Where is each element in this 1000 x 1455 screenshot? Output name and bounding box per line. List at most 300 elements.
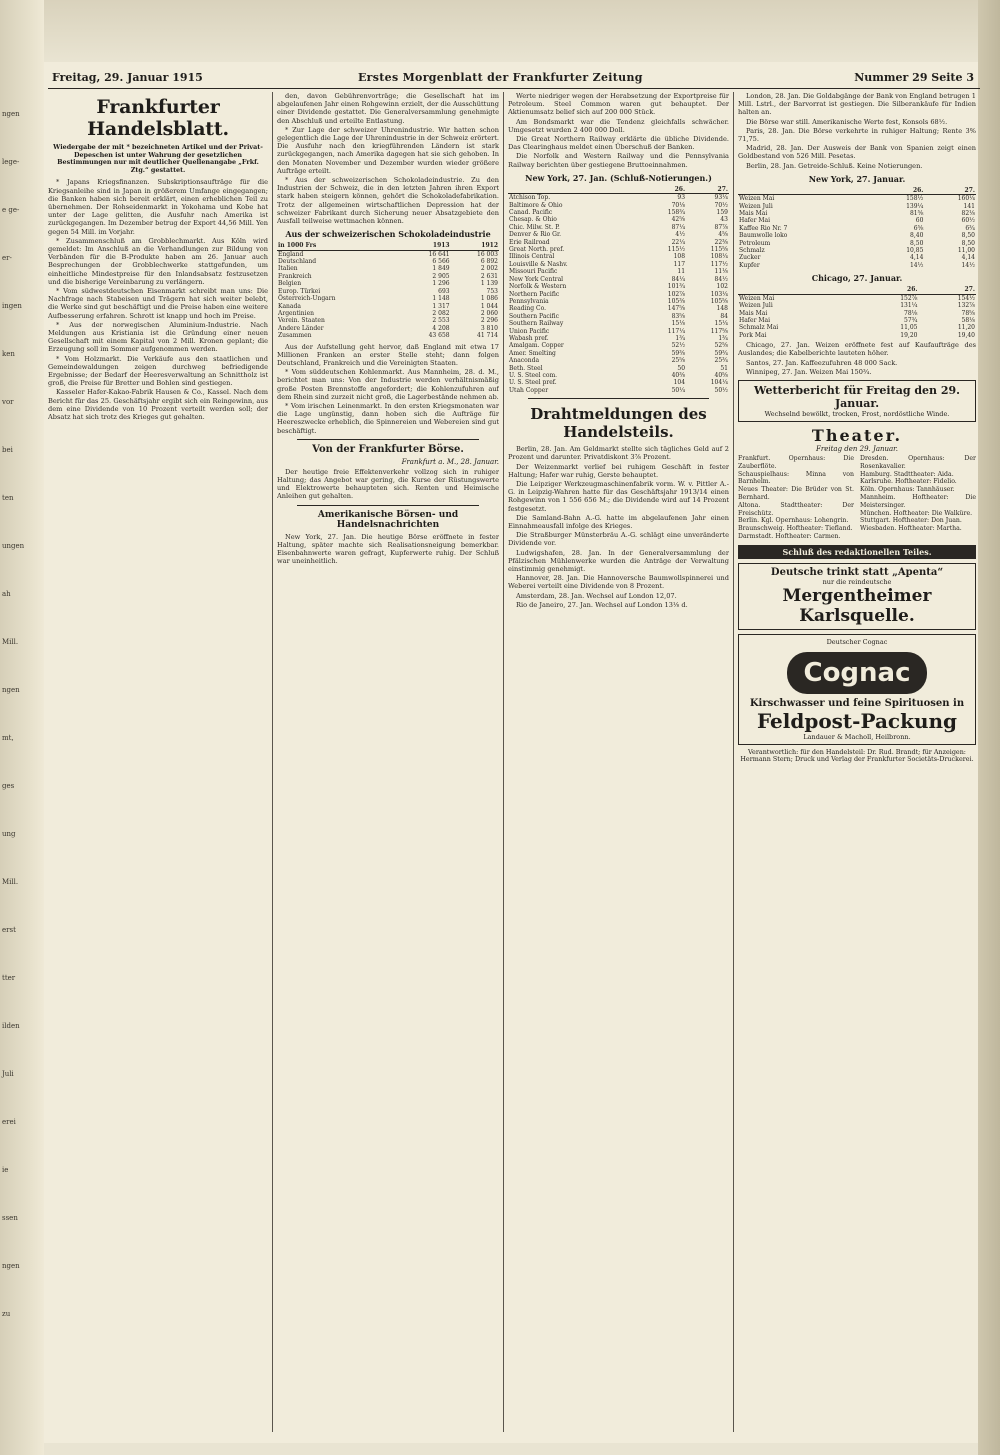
table-cell: Amer. Smelting bbox=[509, 349, 556, 357]
edge-fragment: Mill. bbox=[2, 638, 19, 646]
wire-item: Rio de Janeiro, 27. Jan. Wechsel auf London 13⅛ d. bbox=[516, 600, 688, 609]
table-cell: 6¾ bbox=[965, 224, 975, 232]
table-row bbox=[277, 265, 499, 272]
table-cell: 2 060 bbox=[480, 309, 498, 317]
edge-fragment: erei bbox=[2, 1118, 16, 1126]
table-cell: 84½ bbox=[714, 275, 728, 283]
table-row bbox=[508, 342, 729, 349]
article: den, davon Gebührenvorträge; die Gesellschaft hat im abgelaufenen Jahr einen Rohgewinn erzielt, der die Ausschüttung einer Dividende gestattet. Die Generalversammlung genehmigte den Abschluß und erteilte Entlastung. bbox=[277, 92, 499, 125]
table-cell: Hafer Mai bbox=[739, 217, 770, 225]
edge-fragment: ingen bbox=[2, 302, 22, 310]
edge-fragment: ung bbox=[2, 830, 16, 838]
table-cell: 14½ bbox=[909, 261, 924, 269]
ad-line: Deutscher Cognac bbox=[826, 637, 888, 646]
column-header: 27. bbox=[924, 187, 976, 195]
article: * Aus der norwegischen Aluminium-Industrie. Nach Meldungen aus Kristiania ist die Gründung einer neuen Gesellschaft mit einem Kapital von 2 Mill. Kronen geplant; die Erzeugung soll im Sommer aufgenommen werden. bbox=[48, 320, 268, 354]
section-text bbox=[277, 533, 499, 566]
table-cell: 11⅛ bbox=[714, 268, 728, 276]
edge-fragment: lege- bbox=[2, 158, 20, 166]
edge-fragment: ngen bbox=[2, 110, 20, 118]
table-cell: 158¾ bbox=[667, 209, 686, 217]
table-cell: 117⅝ bbox=[710, 327, 728, 335]
table-cell: 6 892 bbox=[480, 258, 498, 266]
table-row bbox=[277, 288, 499, 295]
table-cell: 1 317 bbox=[432, 302, 450, 310]
table-cell: 8,50 bbox=[910, 239, 924, 247]
table-row bbox=[738, 294, 976, 302]
table-cell: Atchison Top. bbox=[509, 194, 551, 202]
table-cell: 58⅛ bbox=[961, 316, 975, 324]
wire-reports bbox=[508, 445, 729, 609]
edge-fragment: ungen bbox=[2, 542, 25, 550]
wire-item: Der Weizenmarkt verlief bei ruhigem Geschäft in fester Haltung; Hafer war ruhig, Gerste behauptet. bbox=[508, 462, 729, 479]
table-cell: 19,20 bbox=[900, 331, 918, 339]
article-list bbox=[277, 92, 499, 225]
table-cell: 57¾ bbox=[904, 316, 918, 324]
table-row bbox=[508, 224, 729, 231]
table-cell: 81⅝ bbox=[909, 210, 924, 218]
table-cell: 15¼ bbox=[714, 320, 728, 328]
table-cell: Mais Mai bbox=[739, 210, 768, 218]
table-cell: Canad. Pacific bbox=[509, 209, 553, 217]
table-cell: 1¾ bbox=[718, 334, 728, 342]
table-row bbox=[738, 247, 976, 254]
table-row bbox=[508, 387, 729, 394]
edge-fragment: tter bbox=[2, 974, 16, 982]
table-row bbox=[508, 283, 729, 290]
masthead-title: Erstes Morgenblatt der Frankfurter Zeitung bbox=[358, 71, 643, 84]
table-row bbox=[508, 261, 729, 268]
table-cell: 141 bbox=[963, 202, 975, 210]
edge-fragment: Mill. bbox=[2, 878, 19, 886]
edge-fragment: ngen bbox=[2, 686, 20, 694]
table-cell: New York Central bbox=[509, 275, 564, 283]
table-cell: 16 641 bbox=[428, 250, 450, 258]
table-row bbox=[277, 273, 499, 280]
table-cell: 50½ bbox=[714, 386, 728, 394]
table-cell: 148 bbox=[716, 305, 728, 313]
table-cell: 1¾ bbox=[675, 334, 686, 342]
table-cell: 8,50 bbox=[961, 239, 975, 247]
karlsquelle-ad bbox=[738, 563, 976, 630]
table-cell: 102 bbox=[716, 283, 728, 291]
table-cell: 693 bbox=[438, 287, 450, 295]
article: * Aus der schweizerischen Schokoladeindustrie. Zu den Industrien der Schweiz, die in den letzten Jahren ihren Export stark haben steigern können, gehört die Schokoladefabrikation. Trotz der allgemeinen wirtschaftlichen Depression hat der schweizer Fabrikant durch Sicherung neuer Absatzgebiete den Ausfall teilweise wettmachen können. bbox=[277, 176, 499, 226]
table-cell: 10,85 bbox=[906, 247, 924, 255]
table-row bbox=[277, 295, 499, 302]
table-row bbox=[508, 298, 729, 305]
edge-fragment: ah bbox=[2, 590, 11, 598]
article: London, 28. Jan. Die Goldabgänge der Bank von England betrugen 1 Mill. Lstrl., der Barvorrat ist gestiegen. Die Silberankäufe für Indien halten an. bbox=[738, 92, 976, 117]
table-cell: 1 086 bbox=[480, 295, 498, 303]
table-cell: 40⅝ bbox=[714, 371, 728, 379]
table-cell: 4⅝ bbox=[718, 231, 728, 239]
export-table bbox=[277, 242, 499, 339]
table-row bbox=[277, 317, 499, 324]
table-row bbox=[277, 303, 499, 310]
edge-fragment: ten bbox=[2, 494, 14, 502]
table-cell: 84 bbox=[720, 312, 728, 320]
article: * Zur Lage der schweizer Uhrenindustrie. Wir hatten schon gelegentlich die Lage der Uhrenindustrie in der Schweiz erörtert. Die Ausfuhr nach den kriegführenden Ländern ist stark zurückgegangen, nach Amerika dagegen hat sie sich gehoben. In den Monaten November und Dezember wurden wieder größere Aufträge erteilt. bbox=[277, 125, 499, 175]
table-cell: Deutschland bbox=[278, 258, 317, 266]
edge-fragment: ges bbox=[2, 782, 15, 790]
column-header bbox=[738, 187, 873, 195]
edge-fragment: ilden bbox=[2, 1022, 20, 1030]
wire-item: Die Straßburger Münsterbräu A.-G. schlägt eine unveränderte Dividende vor. bbox=[508, 531, 729, 548]
imprint: Verantwortlich: für den Handelsteil: Dr. Rud. Brandt; für Anzeigen: Hermann Stern; Druck und Verlag der Frankfurter Societäts-Druckerei. bbox=[740, 747, 974, 764]
table-cell: Schmalz bbox=[739, 247, 765, 255]
table-row bbox=[277, 310, 499, 317]
table-cell: Great North. pref. bbox=[509, 246, 565, 254]
ad-company: Landauer & Macholl, Heilbronn. bbox=[803, 732, 911, 741]
table-cell: 117¼ bbox=[667, 327, 686, 335]
theater-entry: Braunschweig. Hoftheater: Tiefland. bbox=[738, 525, 853, 533]
table-cell: 84¼ bbox=[671, 275, 686, 283]
table-cell: 40⅜ bbox=[671, 371, 686, 379]
table-cell: 158½ bbox=[906, 195, 924, 203]
article: Die Börse war still. Amerikanische Werte fest, Konsols 68½. bbox=[746, 117, 948, 126]
ad-brand: Mergentheimer Karlsquelle. bbox=[782, 585, 932, 626]
table-cell: 83⅝ bbox=[671, 312, 686, 320]
table-cell: 22⅜ bbox=[714, 238, 728, 246]
theater-entry: Altona. Stadttheater: Der Freischütz. bbox=[738, 501, 854, 517]
table-cell: 3 810 bbox=[480, 324, 498, 332]
article: * Vom irischen Leinenmarkt. In den ersten Kriegsmonaten war die Lage ungünstig, dann hoben sich die Aufträge für Heereszwecke erheblich, die Spinnereien und Webereien sind gut beschäftigt. bbox=[277, 401, 499, 435]
table-cell: 1 139 bbox=[480, 280, 498, 288]
table-row bbox=[508, 365, 729, 372]
table-cell: 2 905 bbox=[432, 272, 450, 280]
edge-fragment: e ge- bbox=[2, 206, 20, 214]
table-row bbox=[738, 232, 976, 239]
article: Winnipeg, 27. Jan. Weizen Mai 150¾. bbox=[746, 367, 872, 376]
table-cell: 93 bbox=[677, 194, 686, 202]
table-cell: 101¾ bbox=[667, 283, 686, 291]
article: * Vom Holzmarkt. Die Verkäufe aus den staatlichen und Gemeindewaldungen zeigen durchweg befriedigende Ergebnisse; der Bedarf der Heeresverwaltung an Schnittholz ist groß, die Preise für Bretter und Bohlen sind gestiegen. bbox=[48, 354, 268, 388]
table-cell: 43 bbox=[720, 216, 728, 224]
table-cell: 103¼ bbox=[710, 290, 728, 298]
table-cell: 22¼ bbox=[671, 238, 686, 246]
commodity-table bbox=[738, 286, 976, 339]
table-cell: 15⅛ bbox=[671, 320, 686, 328]
column-rule bbox=[733, 92, 734, 1432]
theater-entry: Mannheim. Hoftheater: Die Meistersinger. bbox=[860, 493, 976, 509]
table-cell: 154½ bbox=[957, 294, 975, 302]
table-header-row bbox=[738, 187, 976, 195]
table-row bbox=[508, 335, 729, 342]
table-row bbox=[738, 332, 976, 339]
article: Die Great Northern Railway erklärte die übliche Dividende. Das Clearinghaus meldet einen Überschuß der Banken. bbox=[508, 135, 729, 152]
table-cell: 78⅝ bbox=[961, 309, 975, 317]
table-row bbox=[508, 268, 729, 275]
table-title: Chicago, 27. Januar. bbox=[811, 273, 903, 284]
theater-listing bbox=[738, 455, 976, 541]
table-cell: 8,40 bbox=[910, 232, 924, 240]
table-cell: 102⅞ bbox=[667, 290, 686, 298]
theater-entry: Stuttgart. Hoftheater: Don Juan. bbox=[860, 517, 962, 525]
column-3 bbox=[508, 92, 729, 1432]
table-cell: 11 bbox=[677, 268, 686, 276]
column-header: 27. bbox=[686, 186, 729, 194]
table-cell: 131¼ bbox=[900, 302, 918, 310]
column-header: 26. bbox=[861, 286, 919, 294]
table-cell: Frankreich bbox=[278, 272, 312, 280]
table-cell: Union Pacific bbox=[509, 327, 550, 335]
theater-title: Theater. bbox=[811, 425, 903, 445]
table-cell: Chesap. & Ohio bbox=[509, 216, 557, 224]
table-row bbox=[508, 320, 729, 327]
table-header-row bbox=[277, 242, 499, 250]
table-row bbox=[738, 254, 976, 261]
table-row bbox=[277, 280, 499, 287]
section-headline: Frankfurter Handelsblatt. bbox=[87, 96, 229, 140]
page-masthead bbox=[48, 68, 980, 89]
table-cell: 105⅜ bbox=[667, 297, 686, 305]
table-cell: 117½ bbox=[710, 260, 728, 268]
article: Kasseler Hafer-Kakao-Fabrik Hausen & Co., Kassel. Nach dem Bericht für das 25. Geschäftsjahr ergibt sich ein Reingewinn, aus dem eine Dividende von 10 Prozent verteilt werden soll; der Absatz hat sich trotz des Krieges gut gehalten. bbox=[48, 388, 268, 422]
theater-entry: München. Hoftheater: Die Walküre. bbox=[860, 509, 973, 517]
article: * Japans Kriegsfinanzen. Subskriptionsaufträge für die Kriegsanleihe sind in Japan in größerem Umfange eingegangen; die Banken haben sich bereit erklärt, einen erheblichen Teil zu übernehmen. Der Rohseidenmarkt in Yokohama und Kobe hat unter der Lage gelitten, die Ausfuhr nach Amerika ist zurückgegangen. Im Dezember betrug der Export 44,56 Mill. Yen gegen 54 Mill. im Vorjahr. bbox=[48, 178, 268, 236]
article: Am Bondsmarkt war die Tendenz gleichfalls schwächer. Umgesetzt wurden 2 400 000 Doll. bbox=[508, 117, 729, 134]
table-cell: 1 148 bbox=[432, 295, 450, 303]
table-cell: 2 631 bbox=[480, 272, 498, 280]
table-row bbox=[508, 194, 729, 202]
paragraph: Der heutige freie Effektenverkehr vollzog sich in ruhiger Haltung; das Angebot war gering, die Kurse der Rüstungswerte und Elektrowerte behaupteten sich. Renten und Heimische Anleihen gut gehalten. bbox=[277, 467, 499, 501]
table-cell: Europ. Türkei bbox=[278, 287, 321, 295]
table-cell: 108 bbox=[673, 253, 686, 261]
table-cell: 52½ bbox=[671, 342, 686, 350]
weather-title: Wetterbericht für Freitag den 29. Januar. bbox=[753, 383, 960, 410]
article: Madrid, 28. Jan. Der Ausweis der Bank von Spanien zeigt einen Goldbestand von 526 Mill. Pesetas. bbox=[738, 144, 976, 161]
cognac-ad bbox=[738, 634, 976, 745]
table-cell: 43 658 bbox=[428, 332, 450, 340]
article-list bbox=[738, 341, 976, 376]
edge-fragment: erst bbox=[2, 926, 16, 934]
wire-item: Die Leipziger Werkzeugmaschinenfabrik vorm. W. v. Pittler A.-G. in Leipzig-Wahren hatte für das Geschäftsjahr 1913/14 einen Rohgewinn von 1 556 656 M.; die Dividende wird auf 14 Prozent festgesetzt. bbox=[508, 480, 729, 513]
paragraph: New York, 27. Jan. Die heutige Börse eröffnete in fester Haltung, später machte sich Realisationsneigung bemerkbar. Eisenbahnwerte waren gefragt, Kupferwerte ruhig. Der Schluß war uneinheitlich. bbox=[277, 532, 499, 566]
table-cell: Utah Copper bbox=[509, 386, 549, 394]
table-cell: Baumwolle loko bbox=[739, 232, 788, 240]
table-cell: 147⅝ bbox=[667, 305, 686, 313]
table-cell: Louisville & Nashv. bbox=[509, 260, 568, 268]
wire-item: Die Samland-Bahn A.-G. hatte im abgelaufenen Jahr einen Einnahmeausfall infolge des Krieges. bbox=[508, 513, 729, 531]
table-row bbox=[508, 328, 729, 335]
table-cell: Erie Railroad bbox=[509, 238, 550, 246]
table-cell: 14½ bbox=[961, 261, 975, 269]
table-cell: Belgien bbox=[278, 280, 302, 288]
table-cell: 108¼ bbox=[710, 253, 728, 261]
column-rule bbox=[503, 92, 504, 1432]
table-cell: Anaconda bbox=[509, 357, 540, 365]
divider bbox=[297, 505, 479, 506]
table-cell: Kupfer bbox=[739, 261, 760, 269]
article: Berlin, 28. Jan. Getreide-Schluß. Keine Notierungen. bbox=[746, 161, 923, 170]
table-cell: Southern Railway bbox=[509, 320, 564, 328]
table-row bbox=[738, 262, 976, 269]
theater-entry: Berlin. Kgl. Opernhaus: Lohengrin. bbox=[738, 517, 849, 525]
table-row bbox=[508, 202, 729, 209]
table-cell: 50 bbox=[677, 364, 686, 372]
table-row bbox=[508, 216, 729, 223]
table-cell: 1 296 bbox=[432, 280, 450, 288]
wire-item: Hannover, 28. Jan. Die Hannoversche Baumwollspinnerei und Weberei verteilt eine Dividende von 8 Prozent. bbox=[508, 574, 729, 591]
table-cell: Österreich-Ungarn bbox=[278, 295, 336, 303]
table-cell: Italien bbox=[278, 265, 298, 273]
table-cell: 8,50 bbox=[961, 232, 975, 240]
table-cell: 2 002 bbox=[480, 265, 498, 273]
table-cell: Schmalz Mai bbox=[739, 324, 779, 332]
article-list bbox=[508, 92, 729, 169]
theater-entry: Köln. Opernhaus: Tannhäuser. bbox=[860, 486, 955, 494]
table-cell: 41 714 bbox=[477, 332, 498, 340]
edge-fragment: zu bbox=[2, 1310, 11, 1318]
table-cell: 87⅞ bbox=[714, 223, 728, 231]
table-cell: 115⅝ bbox=[710, 246, 728, 254]
article: Paris, 28. Jan. Die Börse verkehrte in ruhiger Haltung; Rente 3% 71,75. bbox=[738, 126, 976, 144]
table-row bbox=[508, 239, 729, 246]
table-cell: 70⅛ bbox=[671, 201, 686, 209]
table-cell: 11,20 bbox=[957, 324, 975, 332]
table-row bbox=[277, 250, 499, 258]
table-cell: Verein. Staaten bbox=[278, 317, 325, 325]
article: * Vom süddeutschen Kohlenmarkt. Aus Mannheim, 28. d. M., berichtet man uns: Von der Industrie werden verhältnismäßig große Posten Brennstoffe angefordert; die Kohlenzufuhren auf dem Rhein sind zurzeit nicht groß, die Lagerbestände nehmen ab. bbox=[277, 368, 499, 401]
table-cell: Weizen Mai bbox=[739, 294, 775, 302]
table-cell: Hafer Mai bbox=[739, 316, 770, 324]
table-cell: 51 bbox=[720, 364, 728, 372]
table-row bbox=[508, 253, 729, 260]
table-cell: 2 082 bbox=[432, 309, 450, 317]
table-cell: Chic. Milw. St. P. bbox=[509, 223, 560, 231]
theater-entry: Neues Theater: Die Brüder von St. Bernhard. bbox=[738, 486, 854, 501]
table-cell: Wabash pref. bbox=[509, 334, 549, 342]
table-cell: 93¼ bbox=[714, 194, 728, 202]
ad-line: nur die reindeutsche bbox=[822, 577, 892, 586]
table-row bbox=[738, 324, 976, 331]
table-row bbox=[738, 217, 976, 224]
table-cell: 6 566 bbox=[432, 258, 450, 266]
edge-fragment: ie bbox=[2, 1166, 9, 1174]
theater-entry: Karlsruhe. Hoftheater: Fidelio. bbox=[860, 478, 957, 486]
table-cell: 11,05 bbox=[900, 324, 918, 332]
table-cell: 70½ bbox=[714, 201, 728, 209]
divider bbox=[528, 398, 709, 399]
wire-item: Amsterdam, 28. Jan. Wechsel auf London 12,07. bbox=[516, 591, 677, 600]
table-row bbox=[738, 302, 976, 309]
table-cell: 82⅛ bbox=[961, 210, 975, 218]
table-cell: Pennsylvania bbox=[509, 297, 549, 305]
table-cell: 19,40 bbox=[957, 331, 975, 339]
article: Chicago, 27. Jan. Weizen eröffnete fest auf Kaufaufträge des Auslandes; die Kabelberichte lauteten höher. bbox=[738, 341, 976, 358]
table-header-row bbox=[738, 286, 976, 294]
theater-entry: Hamburg. Stadttheater: Aida. bbox=[860, 470, 954, 478]
theater-entry: Schauspielhaus: Minna von Barnhelm. bbox=[738, 470, 854, 486]
table-row bbox=[508, 231, 729, 238]
table-cell: 1 849 bbox=[432, 265, 450, 273]
table-cell: Amalgam. Copper bbox=[509, 342, 564, 350]
ad-line: Kirschwasser und feine Spirituosen in bbox=[749, 697, 965, 709]
article: * Zusammenschluß am Grobblechmarkt. Aus Köln wird gemeldet: Im Anschluß an die Verhandlungen zur Bildung von Verbänden für die B-Produkte haben am 26. Januar auch Besprechungen der Grobblechwerke stattgefunden, um einheitliche Mindestpreise für den Inlandsabsatz festzusetzen und die bisherige Vereinbarung zu verlängern. bbox=[48, 236, 268, 286]
divider bbox=[297, 439, 479, 440]
commodity-table bbox=[738, 187, 976, 269]
table-row bbox=[738, 317, 976, 324]
theater-entry: Darmstadt. Hoftheater: Carmen. bbox=[738, 532, 841, 540]
wire-item: Berlin, 28. Jan. Am Geldmarkt stellte sich tägliches Geld auf 2 Prozent und darunter. Privatdiskont 3⅞ Prozent. bbox=[508, 445, 729, 462]
table-cell: Baltimore & Ohio bbox=[509, 201, 563, 209]
table-row bbox=[738, 195, 976, 203]
table-row bbox=[508, 246, 729, 253]
column-header: 1912 bbox=[451, 242, 499, 250]
table-cell: Illinois Central bbox=[509, 253, 555, 261]
ad-line: Deutsche trinkt statt „Apenta“ bbox=[770, 566, 944, 578]
table-cell: Weizen Juli bbox=[739, 202, 773, 210]
ad-headline: Feldpost-Packung bbox=[756, 708, 958, 733]
table-cell: Mais Mai bbox=[739, 309, 768, 317]
table-cell: 115½ bbox=[667, 246, 686, 254]
article: Santos, 27. Jan. Kaffeezufuhren 48 000 Sack. bbox=[746, 358, 898, 367]
table-cell: 50¼ bbox=[671, 386, 686, 394]
table-cell: 42⅝ bbox=[671, 216, 686, 224]
table-title: New York, 27. Januar. bbox=[808, 173, 906, 184]
column-header: in 1000 Frs bbox=[277, 242, 402, 250]
table-cell: Beth. Steel bbox=[509, 364, 543, 372]
editorial-end-bar: Schluß des redaktionellen Teiles. bbox=[738, 545, 976, 559]
table-cell: 104 bbox=[673, 379, 686, 387]
table-cell: 6⅝ bbox=[913, 224, 924, 232]
table-row bbox=[508, 305, 729, 312]
article: Die Norfolk and Western Railway und die Pennsylvania Railway berichten über gestiegene Bruttoeinnahmen. bbox=[508, 152, 729, 169]
stock-quotes-table bbox=[508, 186, 729, 394]
table-row bbox=[508, 313, 729, 320]
column-header: 1913 bbox=[402, 242, 450, 250]
table-row bbox=[738, 310, 976, 317]
binding-edge bbox=[978, 0, 1000, 1455]
table-cell: Southern Pacific bbox=[509, 312, 560, 320]
section-text bbox=[277, 468, 499, 501]
table-cell: 60 bbox=[915, 217, 924, 225]
table-row bbox=[508, 291, 729, 298]
table-cell: Reading Co. bbox=[509, 305, 547, 313]
table-cell: 139¼ bbox=[906, 202, 924, 210]
table-cell: 159 bbox=[716, 209, 728, 217]
table-row bbox=[277, 332, 499, 339]
table-row bbox=[738, 210, 976, 217]
article: Werte niedriger wegen der Herabsetzung der Exportpreise für Petroleum. Steel Common waren gut behauptet. Der Aktienumsatz belief sich auf 200 000 Stück. bbox=[508, 92, 729, 117]
edge-fragment: ken bbox=[2, 350, 15, 358]
table-cell: U. S. Steel pref. bbox=[509, 379, 557, 387]
article: * Vom südwestdeutschen Eisenmarkt schreibt man uns: Die Nachfrage nach Stabeisen und Trägern hat sich weiter belebt, die Werke sind gut beschäftigt und die Preise haben eine weitere Aufbesserung erfahren. Schrott ist knapp und hoch im Preise. bbox=[48, 287, 268, 320]
table-cell: Norfolk & Western bbox=[509, 283, 567, 291]
column-rule bbox=[272, 92, 273, 1432]
scan-top-shadow bbox=[0, 0, 1000, 62]
theater-entry: Dresden. Opernhaus: Der Rosenkavalier. bbox=[860, 454, 976, 470]
table-row bbox=[738, 240, 976, 247]
masthead-date: Freitag, 29. Januar 1915 bbox=[52, 71, 203, 84]
table-row bbox=[277, 325, 499, 332]
cognac-logo: Cognac bbox=[787, 652, 927, 694]
table-cell: 52⅝ bbox=[714, 342, 728, 350]
table-title: New York, 27. Jan. (Schluß-Notierungen.) bbox=[525, 172, 712, 183]
table-cell: Kaffee Rio Nr. 7 bbox=[739, 224, 788, 232]
table-header-row bbox=[508, 186, 729, 194]
masthead-page-number: Nummer 29 Seite 3 bbox=[854, 71, 974, 84]
column-header bbox=[508, 186, 643, 194]
column-2 bbox=[277, 92, 499, 1432]
edge-fragment: ssen bbox=[2, 1214, 18, 1222]
edge-fragment: bei bbox=[2, 446, 13, 454]
section-title: Von der Frankfurter Börse. bbox=[312, 443, 464, 455]
table-cell: Kanada bbox=[278, 302, 301, 310]
table-cell: Weizen Juli bbox=[739, 302, 773, 310]
table-cell: U. S. Steel com. bbox=[509, 371, 558, 379]
